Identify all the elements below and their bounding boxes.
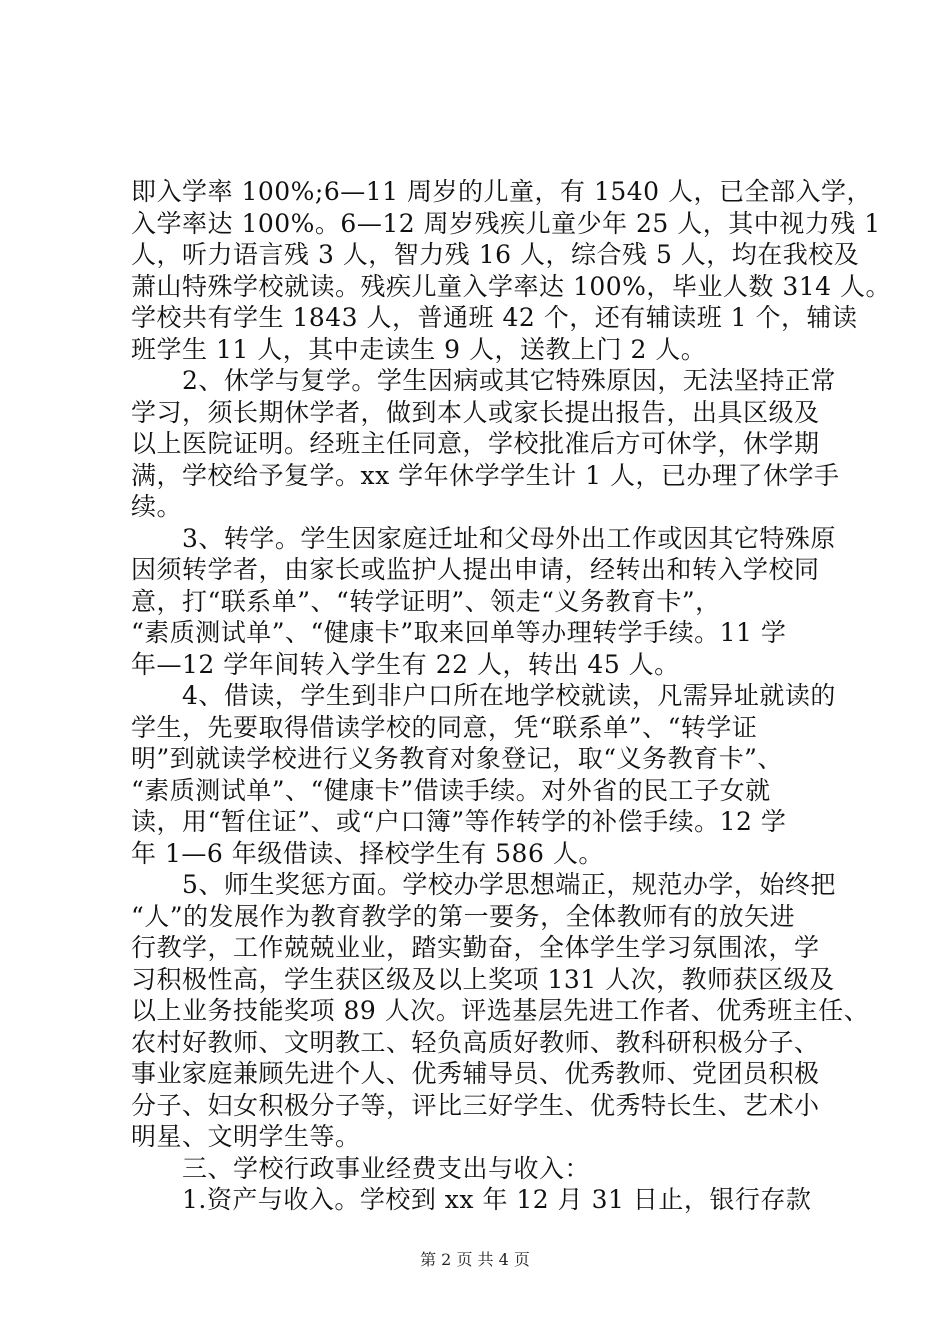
text-line: 入学率达 100%。6—12 周岁残疾儿童少年 25 人，其中视力残 1 — [131, 208, 881, 238]
text-line: 年 1—6 年级借读、择校学生有 586 人。 — [131, 838, 604, 868]
text-line: “素质测试单”、“健康卡”借读手续。对外省的民工子女就 — [131, 775, 771, 805]
text-line: 行教学，工作兢兢业业，踏实勤奋，全体学生学习氛围浓，学 — [131, 933, 820, 962]
text-line: 明星、文明学生等。 — [131, 1122, 361, 1151]
text-line: 学校共有学生 1843 人，普通班 42 个，还有辅读班 1 个，辅读 — [131, 303, 858, 332]
text-line: 续。 — [131, 492, 183, 521]
text-line: 因须转学者，由家长或监护人提出申请，经转出和转入学校同 — [131, 555, 820, 584]
text-line: 三、学校行政事业经费支出与收入： — [131, 1153, 591, 1183]
text-line: 意，打“联系单”、“转学证明”、领走“义务教育卡”， — [131, 586, 721, 616]
text-line: 5、师生奖惩方面。学校办学思想端正，规范办学，始终把 — [131, 870, 836, 899]
text-line: 即入学率 100%;6—11 周岁的儿童，有 1540 人，已全部入学， — [131, 177, 873, 206]
text-line: 4、借读，学生到非户口所在地学校就读，凡需异址就读的 — [131, 681, 836, 710]
text-line: 学习，须长期休学者，做到本人或家长提出报告，出具区级及 — [131, 397, 820, 427]
text-line: 2、休学与复学。学生因病或其它特殊原因，无法坚持正常 — [131, 366, 836, 395]
text-line: 1.资产与收入。学校到 xx 年 12 月 31 日止，银行存款 — [131, 1185, 812, 1214]
text-line: 满，学校给予复学。xx 学年休学学生计 1 人，已办理了休学手 — [131, 460, 840, 490]
text-line: 分子、妇女积极分子等，评比三好学生、优秀特长生、艺术小 — [131, 1090, 820, 1120]
text-line: 农村好教师、文明教工、轻负高质好教师、教科研积极分子、 — [131, 1027, 820, 1057]
text-line: 以上业务技能奖项 89 人次。评选基层先进工作者、优秀班主任、 — [131, 996, 870, 1025]
text-line: 学生，先要取得借读学校的同意，凭“联系单”、“转学证 — [131, 712, 758, 742]
text-line: 班学生 11 人，其中走读生 9 人，送教上门 2 人。 — [131, 334, 707, 364]
text-line: 3、转学。学生因家庭迁址和父母外出工作或因其它特殊原 — [131, 523, 836, 553]
text-line: 萧山特殊学校就读。残疾儿童入学率达 100%，毕业人数 314 人。 — [131, 271, 892, 301]
text-line: 人，听力语言残 3 人，智力残 16 人，综合残 5 人，均在我校及 — [131, 240, 860, 269]
page-number-footer: 第 2 页 共 4 页 — [420, 1250, 530, 1269]
text-line: 以上医院证明。经班主任同意，学校批准后方可休学，休学期 — [131, 429, 820, 458]
text-line: 年—12 学年间转入学生有 22 人，转出 45 人。 — [131, 649, 680, 679]
text-line: 明”到就读学校进行义务教育对象登记，取“义务教育卡”、 — [131, 744, 783, 773]
text-line: “素质测试单”、“健康卡”取来回单等办理转学手续。11 学 — [131, 618, 787, 647]
text-line: 事业家庭兼顾先进个人、优秀辅导员、优秀教师、党团员积极 — [131, 1059, 820, 1088]
text-line: 习积极性高，学生获区级及以上奖项 131 人次，教师获区级及 — [131, 964, 835, 994]
text-line: “人”的发展作为教育教学的第一要务，全体教师有的放矢进 — [131, 901, 796, 931]
text-line: 读，用“暂住证”、或“户口簿”等作转学的补偿手续。12 学 — [131, 807, 787, 836]
